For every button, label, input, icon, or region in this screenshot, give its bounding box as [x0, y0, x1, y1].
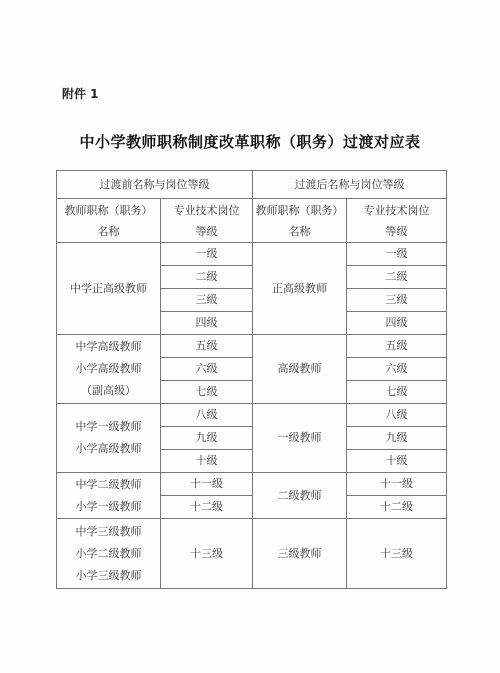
before-title-line: 中学高级教师 [75, 340, 142, 353]
col-header-title-before [57, 199, 161, 243]
col-header-line: 教师职称（职务） [64, 203, 153, 217]
col-header-grade-after [347, 199, 447, 243]
before-title-cell [57, 243, 161, 335]
before-grade-cell: 一级 [161, 243, 253, 266]
table-row [57, 243, 447, 266]
table-row [57, 473, 447, 496]
before-grade-cell: 五级 [161, 335, 253, 358]
before-title-line: 小学一级教师 [75, 499, 142, 513]
after-title-cell: 二级教师 [253, 473, 347, 519]
after-grade-cell: 十二级 [347, 496, 447, 519]
before-grade-cell: 三级 [161, 289, 253, 312]
after-grade-cell: 六级 [347, 358, 447, 381]
col-header-grade-before [161, 199, 253, 243]
column-header-row [57, 199, 447, 243]
before-title-line: 中学正高级教师 [70, 281, 147, 295]
group-header-row [57, 171, 447, 199]
after-title-cell: 三级教师 [253, 519, 347, 589]
col-header-title-after [253, 199, 347, 243]
before-grade-cell: 六级 [161, 358, 253, 381]
col-header-line: 教师职称（职务） [255, 203, 344, 217]
after-grade-cell: 三级 [347, 289, 447, 312]
after-grade-cell: 十级 [347, 450, 447, 473]
before-grade-cell: 二级 [161, 266, 253, 289]
document-title: 中小学教师职称制度改革职称（职务）过渡对应表 [79, 133, 421, 151]
before-title-line: 小学高级教师 [75, 442, 142, 455]
before-title-line: 小学二级教师 [75, 546, 142, 560]
before-title-line: 中学三级教师 [75, 524, 142, 538]
before-grade-cell: 十三级 [161, 519, 253, 589]
before-grade-cell: 四级 [161, 312, 253, 335]
before-grade-cell: 七级 [161, 381, 253, 404]
after-grade-cell: 五级 [347, 335, 447, 358]
before-title-line: 中学一级教师 [75, 420, 142, 433]
after-grade-cell: 十一级 [347, 473, 447, 496]
annex-label: 附件 1 [62, 87, 99, 101]
before-title-line: 小学三级教师 [75, 568, 142, 582]
col-header-line: 名称 [288, 224, 311, 238]
after-title-cell: 一级教师 [253, 404, 347, 473]
col-header-line: 专业技术岗位 [173, 203, 240, 217]
group-header-after: 过渡后名称与岗位等级 [253, 171, 447, 199]
before-grade-cell: 十级 [161, 450, 253, 473]
transition-table [56, 170, 447, 589]
before-title-cell [57, 473, 161, 519]
table-row [57, 404, 447, 427]
after-grade-cell: 一级 [347, 243, 447, 266]
before-grade-cell: 十一级 [161, 473, 253, 496]
after-grade-cell: 七级 [347, 381, 447, 404]
before-title-cell [57, 335, 161, 404]
before-grade-cell: 八级 [161, 404, 253, 427]
table-row [57, 519, 447, 589]
col-header-line: 专业技术岗位 [363, 203, 430, 217]
after-grade-cell: 十三级 [347, 519, 447, 589]
before-title-cell [57, 404, 161, 473]
group-header-before: 过渡前名称与岗位等级 [57, 171, 253, 199]
table-row [57, 335, 447, 358]
before-title-cell [57, 519, 161, 589]
after-grade-cell: 八级 [347, 404, 447, 427]
col-header-line: 等级 [195, 224, 218, 238]
after-title-cell: 正高级教师 [253, 243, 347, 335]
after-grade-cell: 二级 [347, 266, 447, 289]
col-header-line: 名称 [97, 224, 120, 238]
after-grade-cell: 四级 [347, 312, 447, 335]
before-title-line: （副高级） [81, 384, 136, 397]
before-title-line: 中学二级教师 [75, 477, 142, 491]
col-header-line: 等级 [385, 224, 408, 238]
before-title-line: 小学高级教师 [75, 362, 142, 375]
before-grade-cell: 九级 [161, 427, 253, 450]
before-grade-cell: 十二级 [161, 496, 253, 519]
after-grade-cell: 九级 [347, 427, 447, 450]
after-title-cell: 高级教师 [253, 335, 347, 404]
